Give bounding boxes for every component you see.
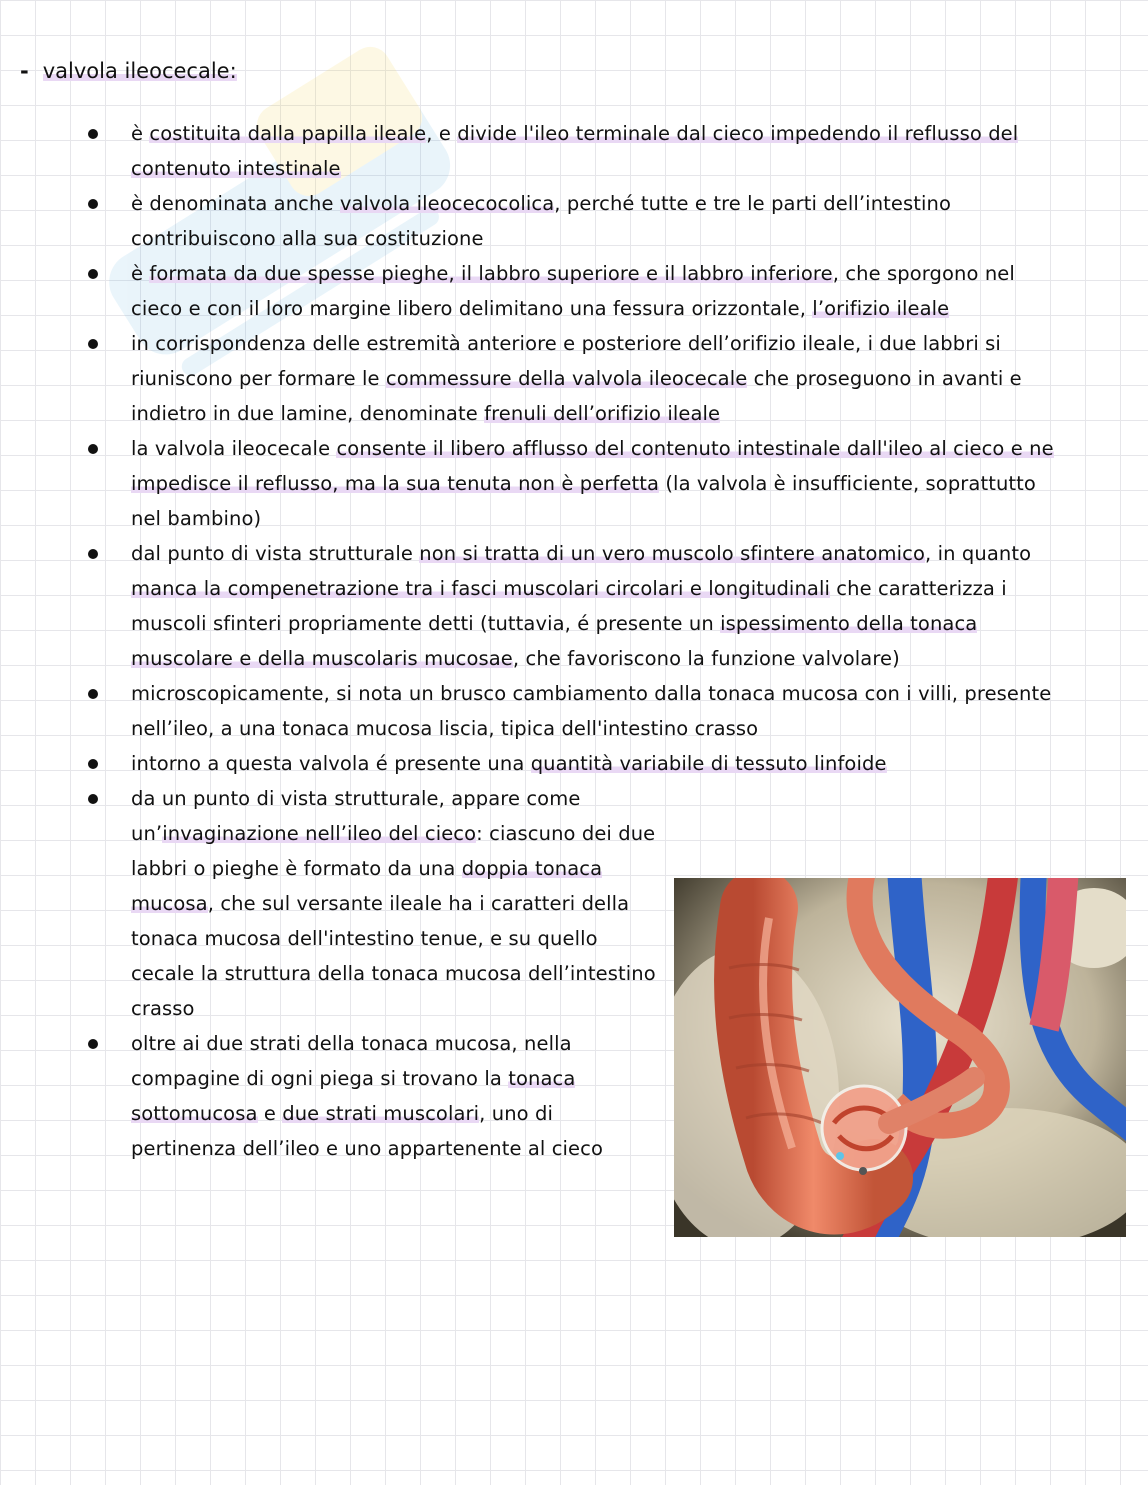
list-item <box>0 676 1061 746</box>
heading-dash: - <box>20 59 29 83</box>
highlighted-text: frenuli dell’orifizio ileale <box>484 402 721 425</box>
text-run: e <box>257 1102 283 1125</box>
text-run: è denominata anche <box>131 192 340 215</box>
highlighted-text: manca la compenetrazione tra i fasci muscolari circolari e longitudinali <box>131 577 830 600</box>
text-run: è <box>131 122 150 145</box>
highlighted-text: l’orifizio ileale <box>812 297 950 320</box>
text-run: , e <box>426 122 458 145</box>
highlighted-text: tonaca sottomucosa <box>131 1067 576 1125</box>
bullet-icon <box>88 794 98 804</box>
anatomy-illustration <box>674 878 1126 1237</box>
bullet-icon <box>88 444 98 454</box>
bullet-icon <box>88 269 98 279</box>
text-run: in corrispondenza delle estremità anteriore e posteriore dell’orifizio ileale, i due labbri si riuniscono per formare le <box>131 332 1001 390</box>
list-item <box>0 1026 661 1166</box>
highlighted-text: quantità variabile di tessuto linfoide <box>530 752 887 775</box>
highlighted-text: due strati muscolari <box>282 1102 480 1125</box>
highlighted-text: invaginazione nell’ileo del cieco <box>162 822 477 845</box>
bullet-icon <box>88 1039 98 1049</box>
text-run: che caratterizza i muscoli sfinteri propriamente detti (tuttavia, é presente un <box>131 577 1007 635</box>
highlighted-text: ispessimento della tonaca muscolare e della muscolaris mucosae <box>131 612 978 670</box>
text-run: , che favoriscono la funzione valvolare) <box>512 647 900 670</box>
list-item <box>0 256 1061 326</box>
list-item <box>0 746 1061 781</box>
heading-title: valvola ileocecale: <box>42 59 237 83</box>
list-item <box>0 781 661 1026</box>
text-run: oltre ai due strati della tonaca mucosa, nella compagine di ogni piega si trovano la <box>131 1032 572 1090</box>
text-run: da un punto di vista strutturale, appare come un’ <box>131 787 581 845</box>
text-run: , che sporgono nel cieco e con il loro margine libero delimitano una fessura orizzontale, <box>131 262 1015 320</box>
list-item <box>0 326 1061 431</box>
bullet-icon <box>88 339 98 349</box>
highlighted-text: non si tratta di un vero muscolo sfintere anatomico <box>419 542 926 565</box>
text-run: dal punto di vista strutturale <box>131 542 420 565</box>
list-item <box>0 536 1061 676</box>
section-heading <box>20 54 237 89</box>
bullet-icon <box>88 759 98 769</box>
highlighted-text: valvola ileocecocolica <box>339 192 555 215</box>
text-run: intorno a questa valvola é presente una <box>131 752 531 775</box>
text-run: che proseguono in avanti e indietro in due lamine, denominate <box>131 367 1022 425</box>
highlighted-text: costituita dalla papilla ileale <box>149 122 427 145</box>
bullet-icon <box>88 549 98 559</box>
list-item <box>0 431 1061 536</box>
text-run: la valvola ileocecale <box>131 437 337 460</box>
text-run: microscopicamente, si nota un brusco cambiamento dalla tonaca mucosa con i villi, presente nell’ileo, a una tonaca mucosa liscia, tipica dell'intestino crasso <box>131 682 1052 740</box>
list-item <box>0 186 1061 256</box>
highlighted-text: divide l'ileo terminale dal cieco impedendo il reflusso del contenuto intestinale <box>131 122 1019 180</box>
highlighted-text: doppia tonaca mucosa <box>131 857 603 915</box>
highlighted-text: consente il libero afflusso del contenuto intestinale dall'ileo al cieco e ne impedisce il reflusso, ma la sua tenuta non è perfetta <box>131 437 1054 495</box>
text-run: , in quanto <box>925 542 1032 565</box>
list-item <box>0 116 1061 186</box>
ileocecal-valve-image <box>674 878 1126 1237</box>
bullet-icon <box>88 199 98 209</box>
text-run: , che sul versante ileale ha i caratteri della tonaca mucosa dell'intestino tenue, e su quello cecale la struttura della tonaca mucosa dell’intestino crasso <box>131 892 656 1020</box>
text-run: , perché tutte e tre le parti dell’intestino contribuiscono alla sua costituzione <box>131 192 952 250</box>
text-run: , uno di pertinenza dell’ileo e uno appartenente al cieco <box>131 1102 603 1160</box>
text-run: (la valvola è insufficiente, soprattutto nel bambino) <box>131 472 1036 530</box>
bullet-icon <box>88 129 98 139</box>
highlighted-text: commessure della valvola ileocecale <box>385 367 748 390</box>
bullet-icon <box>88 689 98 699</box>
text-run: : ciascuno dei due labbri o pieghe è formato da una <box>131 822 656 880</box>
highlighted-text: formata da due spesse pieghe, il labbro superiore e il labbro inferiore <box>149 262 833 285</box>
text-run: è <box>131 262 150 285</box>
